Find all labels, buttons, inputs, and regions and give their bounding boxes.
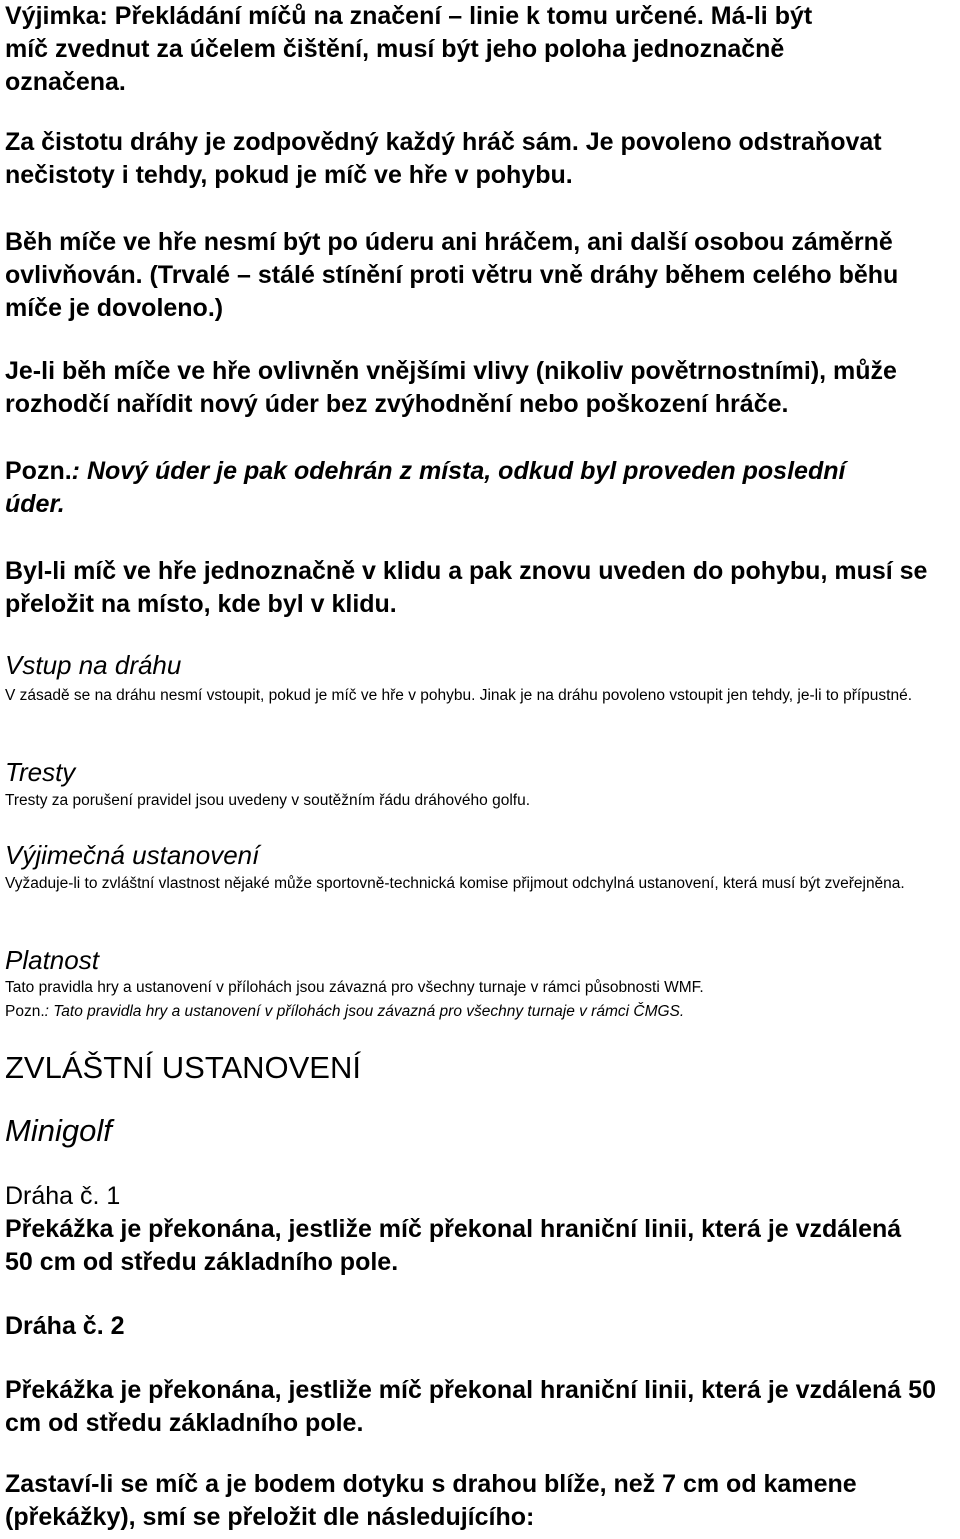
paragraph-ball-influence: Běh míče ve hře nesmí být po úderu ani hráčem, ani další osobou záměrně ovlivňován. (Trvalé – stálé stínění proti větru vně dráhy během celého běhu míče je dovoleno.) <box>5 228 899 322</box>
heading-zvlastni-ustanoveni: ZVLÁŠTNÍ USTANOVENÍ <box>5 1050 361 1085</box>
section-text-platnost: Tato pravidla hry a ustanovení v přílohách jsou závazná pro všechny turnaje v rámci působnosti WMF. <box>5 979 704 996</box>
note-text: : Tato pravidla hry a ustanovení v přílohách jsou závazná pro všechny turnaje v rámci ČMGS. <box>44 1003 685 1020</box>
section-text-tresty: Tresty za porušení pravidel jsou uvedeny v soutěžním řádu dráhového golfu. <box>5 792 531 809</box>
heading-minigolf: Minigolf <box>5 1113 112 1148</box>
draha-2-label: Dráha č. 2 <box>5 1312 125 1340</box>
paragraph-note-new-stroke <box>5 455 905 521</box>
section-title-vstup: Vstup na dráhu <box>5 650 182 680</box>
paragraph-cleanliness: Za čistotu dráhy je zodpovědný každý hráč sám. Je povoleno odstraňovat nečistoty i tehdy, pokud je míč ve hře v pohybu. <box>5 128 882 189</box>
paragraph-ball-at-rest: Byl-li míč ve hře jednoznačně v klidu a pak znovu uveden do pohybu, musí se přeložit na místo, kde byl v klidu. <box>5 557 928 618</box>
section-title-tresty: Tresty <box>5 757 76 787</box>
section-note-platnost <box>5 999 955 1024</box>
paragraph-exception: Výjimka: Překládání míčů na značení – linie k tomu určené. Má-li být míč zvednut za účelem čištění, musí být jeho poloha jednoznačně označena. <box>5 2 813 96</box>
draha-1-label: Dráha č. 1 <box>5 1182 121 1210</box>
draha-2-text: Překážka je překonána, jestliže míč překonal hraniční linii, která je vzdálená 50 cm od středu základního pole. <box>5 1376 936 1437</box>
section-text-vstup: V zásadě se na dráhu nesmí vstoupit, pokud je míč ve hře v pohybu. Jinak je na dráhu povoleno vstoupit jen tehdy, je-li to přípustné. <box>5 687 912 704</box>
note-label: Pozn. <box>5 1003 45 1020</box>
draha-2-text-2: Zastaví-li se míč a je bodem dotyku s drahou blíže, než 7 cm od kamene (překážky), smí se přeložit dle následujícího: <box>5 1470 857 1531</box>
paragraph-external-influence: Je-li běh míče ve hře ovlivněn vnějšími vlivy (nikoliv povětrnostními), může rozhodčí nařídit nový úder bez zvýhodnění nebo poškození hráče. <box>5 357 897 418</box>
note-label: Pozn. <box>5 457 72 485</box>
section-text-vyjimecna: Vyžaduje-li to zvláštní vlastnost nějaké může sportovně-technická komise přijmout odchylná ustanovení, která musí být zveřejněna. <box>5 875 905 892</box>
draha-1-text: Překážka je překonána, jestliže míč překonal hraniční linii, která je vzdálená 50 cm od středu základního pole. <box>5 1215 902 1276</box>
section-title-vyjimecna: Výjimečná ustanovení <box>5 840 260 870</box>
note-text: : Nový úder je pak odehrán z místa, odkud byl proveden poslední úder. <box>5 457 846 518</box>
section-title-platnost: Platnost <box>5 945 99 975</box>
